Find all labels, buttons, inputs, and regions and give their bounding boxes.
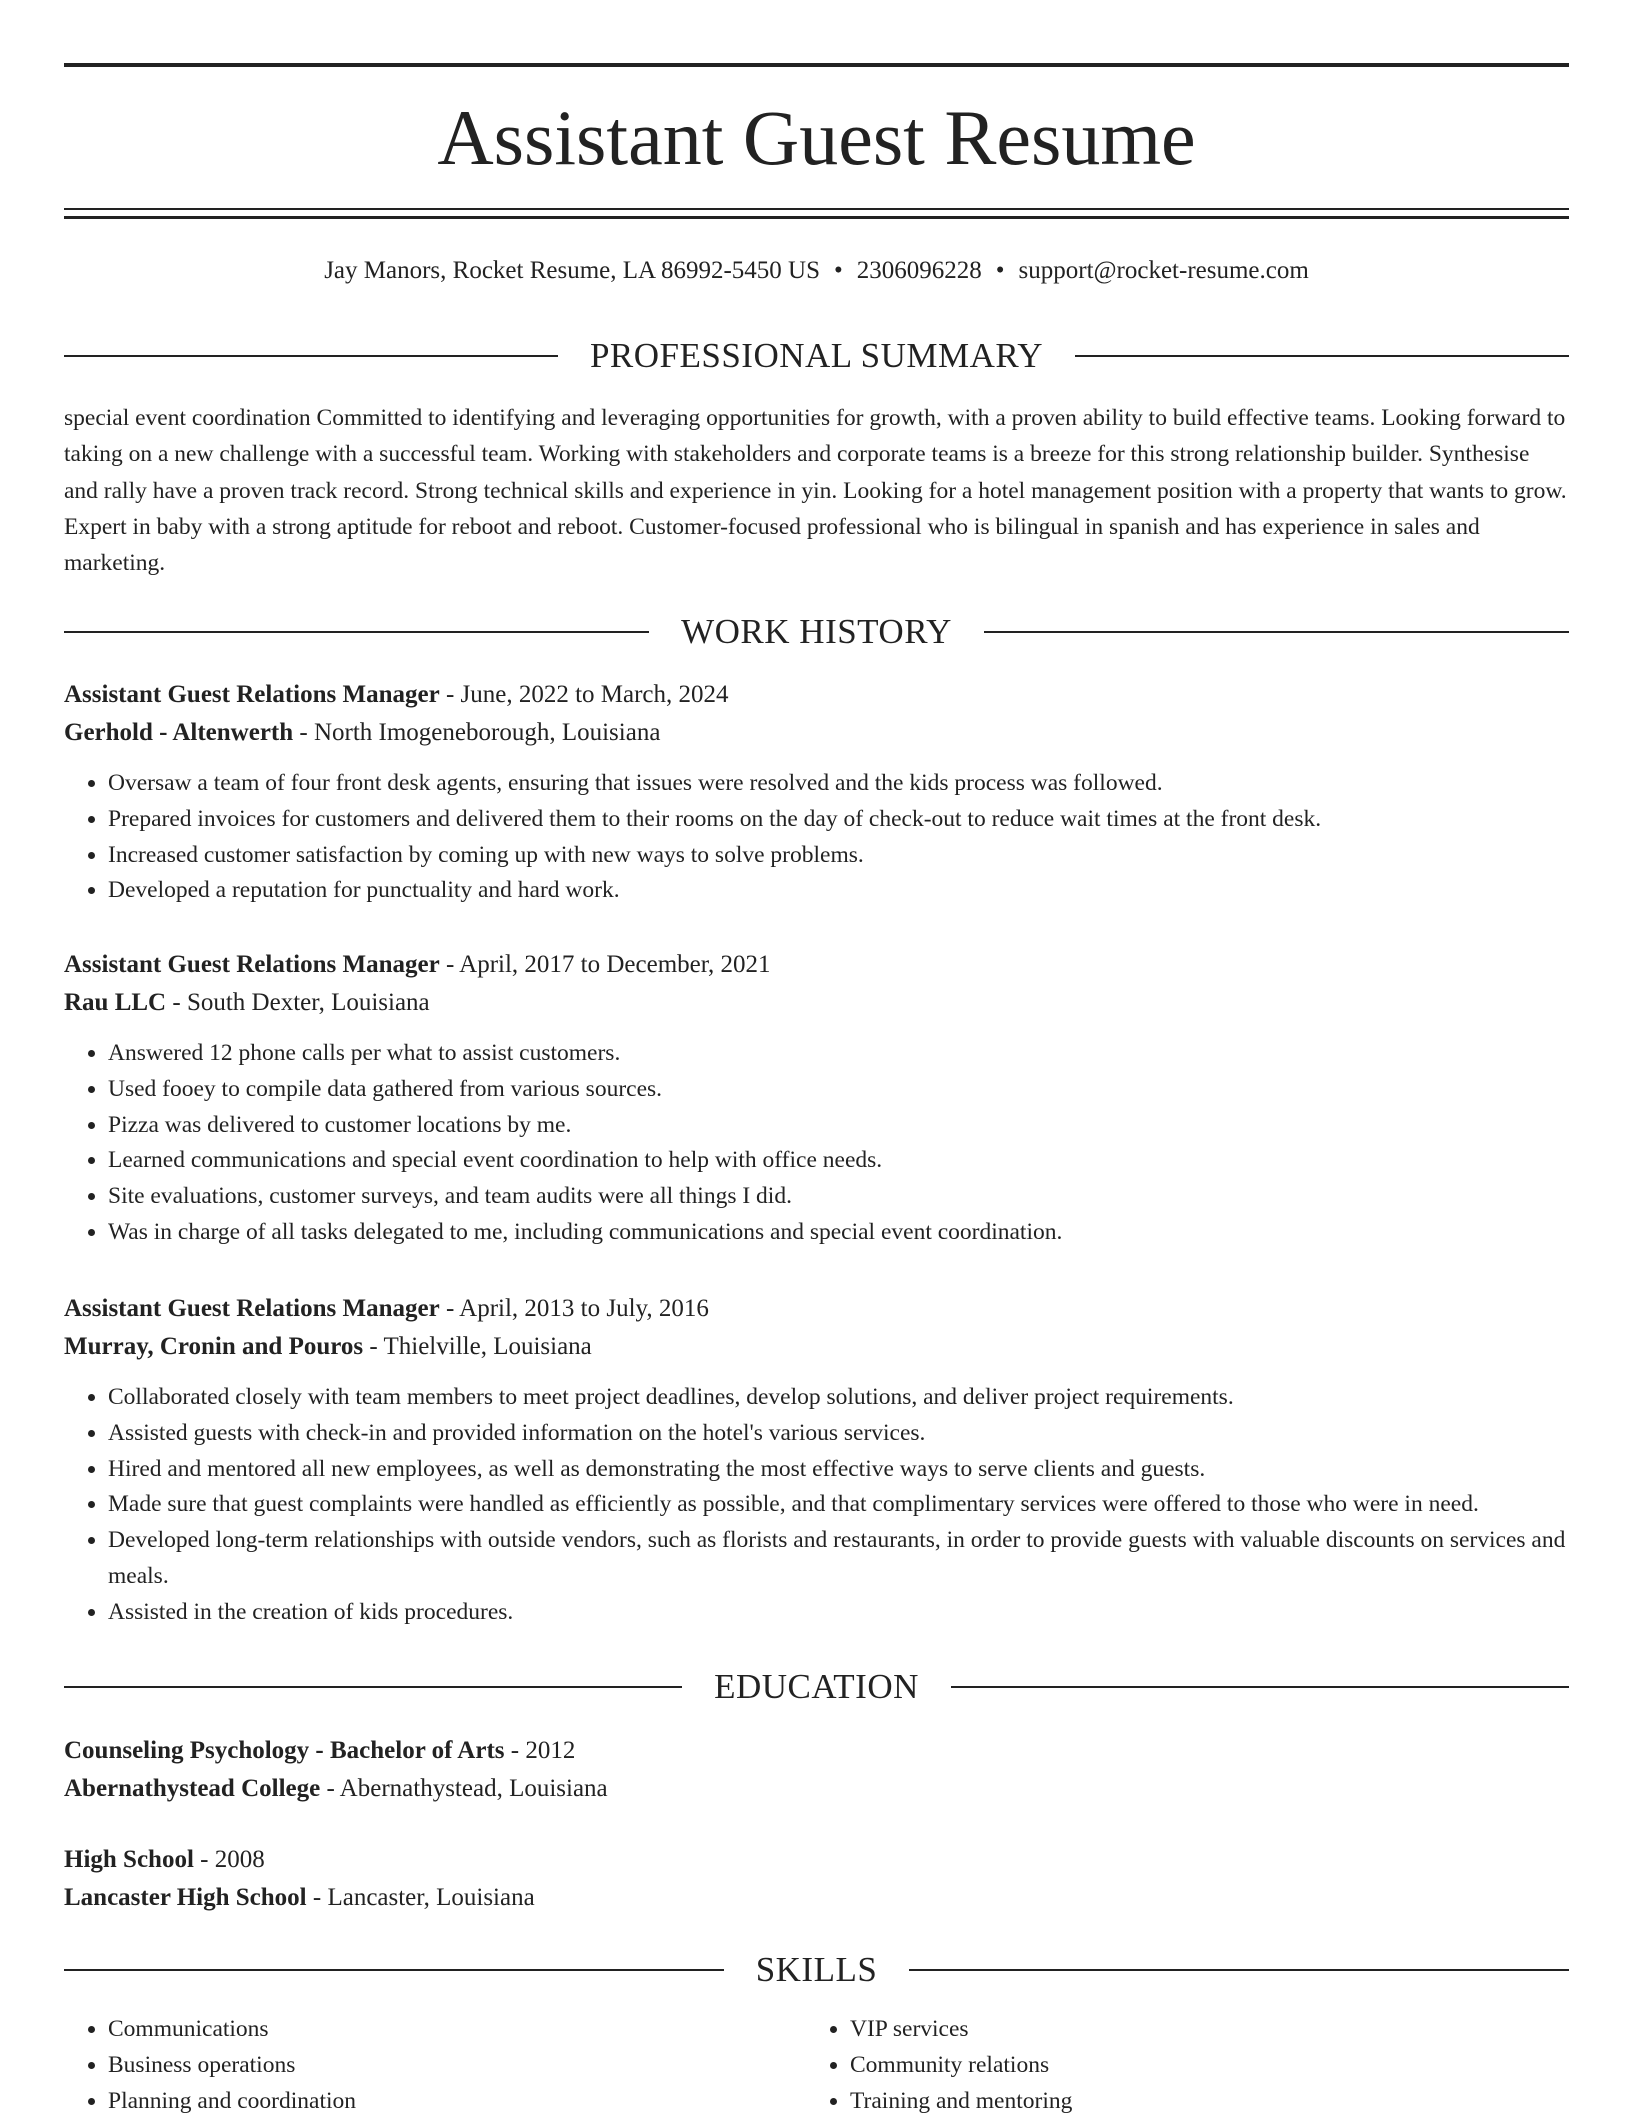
- education-entry: [64, 1732, 1569, 1808]
- education-year: - 2012: [504, 1737, 576, 1764]
- job-location: - South Dexter, Louisiana: [166, 989, 430, 1016]
- job-dates: - April, 2017 to December, 2021: [439, 951, 771, 978]
- job-company: Murray, Cronin and Pouros: [64, 1333, 364, 1360]
- contact-separator: •: [995, 257, 1005, 284]
- job-dates: - June, 2022 to March, 2024: [439, 681, 729, 708]
- skill-item: • Training and mentoring: [850, 2084, 1548, 2119]
- section-header-summary: [64, 334, 1569, 378]
- skill-item: • VIP services: [850, 2012, 1548, 2048]
- job-bullet: • Assisted in the creation of kids procedures.: [108, 1595, 1569, 1631]
- contact-line: [64, 254, 1569, 288]
- job-entry: [64, 946, 1569, 1251]
- job-bullet: • Assisted guests with check-in and provided information on the hotel's various services.: [108, 1416, 1569, 1452]
- job-bullet: • Pizza was delivered to customer locations by me.: [108, 1108, 1569, 1144]
- resume-title: Assistant Guest Resume: [437, 94, 1196, 181]
- title-double-rule: [64, 208, 1569, 219]
- divider-line: [1075, 355, 1569, 357]
- divider-line: [909, 1969, 1569, 1971]
- skills-column-right: [806, 2012, 1548, 2119]
- section-title: PROFESSIONAL SUMMARY: [589, 336, 1044, 375]
- job-bullet: • Was in charge of all tasks delegated to me, including communications and special event coordination.: [108, 1215, 1569, 1251]
- job-bullet: • Oversaw a team of four front desk agents, ensuring that issues were resolved and the kids process was followed.: [108, 766, 1569, 802]
- skill-item: • Planning and coordination: [108, 2084, 806, 2119]
- job-bullet: • Prepared invoices for customers and delivered them to their rooms on the day of check-out to reduce wait times at the front desk.: [108, 802, 1569, 838]
- section-title: EDUCATION: [714, 1667, 919, 1706]
- divider-line: [951, 1686, 1569, 1688]
- job-bullets: [64, 766, 1569, 909]
- contact-address: Jay Manors, Rocket Resume, LA 86992-5450 US: [324, 257, 820, 284]
- divider-line: [64, 1686, 682, 1688]
- section-title: SKILLS: [755, 1950, 878, 1989]
- skill-item: • Business operations: [108, 2048, 806, 2084]
- divider-line: [64, 355, 558, 357]
- job-company: Gerhold - Altenwerth: [64, 719, 294, 746]
- contact-email: support@rocket-resume.com: [1018, 257, 1309, 284]
- job-title: Assistant Guest Relations Manager: [64, 1295, 440, 1322]
- education-year: - 2008: [193, 1846, 265, 1873]
- job-location: - North Imogeneborough, Louisiana: [293, 719, 661, 746]
- education-location: - Lancaster, Louisiana: [306, 1884, 535, 1911]
- education-school: Abernathystead College: [64, 1775, 321, 1802]
- job-bullet: • Increased customer satisfaction by coming up with new ways to solve problems.: [108, 838, 1569, 874]
- section-header-education: [64, 1665, 1569, 1709]
- divider-line: [984, 631, 1569, 633]
- skills-list: [64, 2012, 1569, 2119]
- job-bullet: • Learned communications and special event coordination to help with office needs.: [108, 1143, 1569, 1179]
- job-bullet: • Made sure that guest complaints were handled as efficiently as possible, and that complimentary services were offered to those who were in need.: [108, 1487, 1569, 1523]
- job-company: Rau LLC: [64, 989, 167, 1016]
- section-header-skills: [64, 1948, 1569, 1992]
- skill-item: • Communications: [108, 2012, 806, 2048]
- job-dates: - April, 2013 to July, 2016: [439, 1295, 709, 1322]
- job-location: - Thielville, Louisiana: [363, 1333, 592, 1360]
- job-bullet: • Used fooey to compile data gathered from various sources.: [108, 1072, 1569, 1108]
- job-bullet: • Hired and mentored all new employees, as well as demonstrating the most effective ways to serve clients and guests.: [108, 1452, 1569, 1488]
- education-degree: High School: [64, 1846, 194, 1873]
- job-bullet: • Answered 12 phone calls per what to assist customers.: [108, 1036, 1569, 1072]
- contact-separator: •: [833, 257, 843, 284]
- job-bullet: • Collaborated closely with team members to meet project deadlines, develop solutions, and deliver project requirements.: [108, 1380, 1569, 1416]
- job-entry: [64, 1290, 1569, 1631]
- section-header-work: [64, 610, 1569, 654]
- job-title: Assistant Guest Relations Manager: [64, 681, 440, 708]
- education-location: - Abernathystead, Louisiana: [320, 1775, 608, 1802]
- summary-text: special event coordination Committed to identifying and leveraging opportunities for growth, with a proven ability to build effective teams. Looking forward to taking on a new challenge with a successful team. Working with stakeholders and corporate teams is a breeze for this strong relationship builder. Synthesise and rally have a proven track record. Strong technical skills and experience in yin. Looking for a hotel management position with a property that wants to grow. Expert in baby with a strong aptitude for reboot and reboot. Customer-focused professional who is bilingual in spanish and has experience in sales and marketing.: [64, 405, 1567, 577]
- divider-line: [64, 1969, 724, 1971]
- job-bullet: • Developed a reputation for punctuality and hard work.: [108, 873, 1569, 909]
- divider-line: [64, 631, 649, 633]
- job-title: Assistant Guest Relations Manager: [64, 951, 440, 978]
- job-entry: [64, 676, 1569, 909]
- job-bullet: • Site evaluations, customer surveys, and team audits were all things I did.: [108, 1179, 1569, 1215]
- education-degree: Counseling Psychology - Bachelor of Arts: [64, 1737, 505, 1764]
- skills-column-left: [64, 2012, 806, 2119]
- section-title: WORK HISTORY: [681, 612, 952, 651]
- job-bullets: [64, 1036, 1569, 1251]
- education-entry: [64, 1841, 1569, 1917]
- job-bullets: [64, 1380, 1569, 1631]
- top-rule: [64, 63, 1569, 67]
- job-bullet: • Developed long-term relationships with outside vendors, such as florists and restaurants, in order to provide guests with valuable discounts on services and meals.: [108, 1523, 1569, 1595]
- skill-item: • Community relations: [850, 2048, 1548, 2084]
- contact-phone: 2306096228: [856, 257, 982, 284]
- education-school: Lancaster High School: [64, 1884, 307, 1911]
